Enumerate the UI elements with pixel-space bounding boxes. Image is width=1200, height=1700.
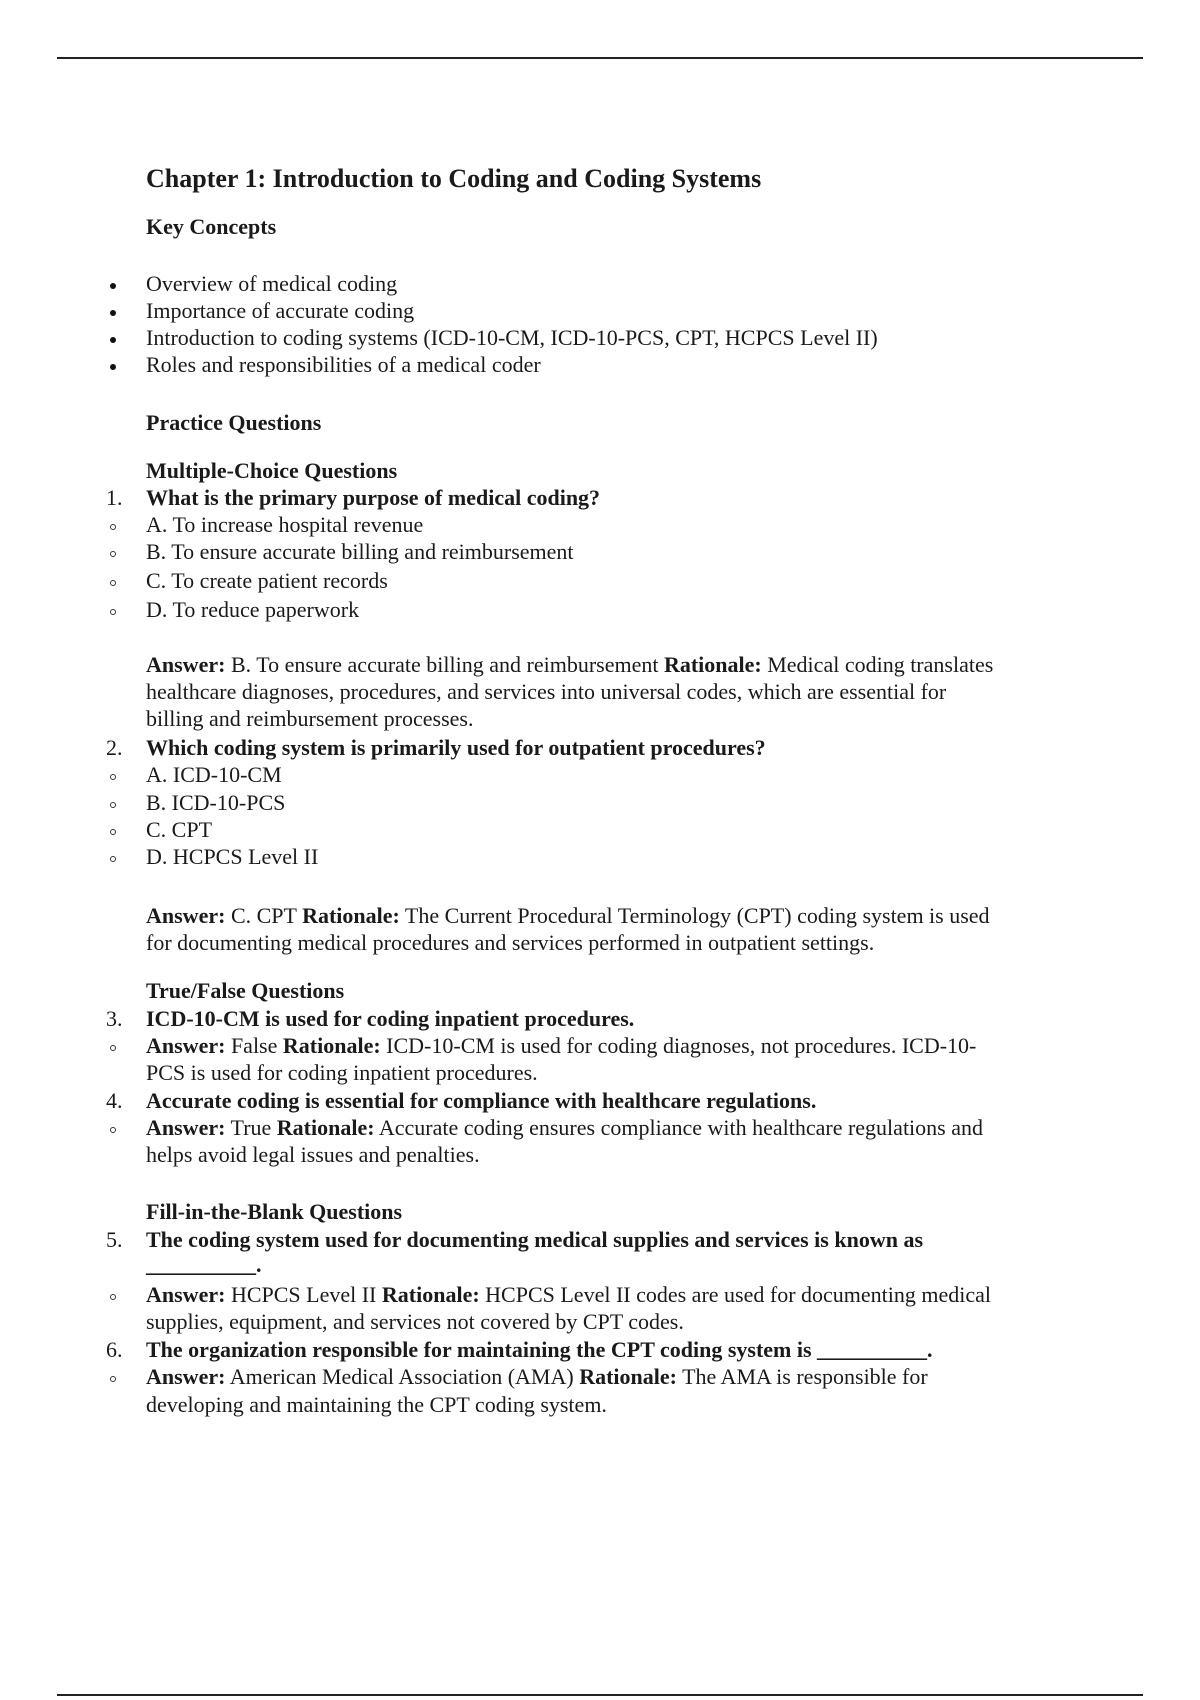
q1-rationale-line: healthcare diagnoses, procedures, and services into universal codes, which are essential for: [146, 679, 947, 704]
question-1: What is the primary purpose of medical coding?: [146, 485, 601, 510]
question-5-blank: __________.: [146, 1252, 262, 1277]
q6-answer-line: [146, 1363, 1086, 1390]
key-concept-item: Roles and responsibilities of a medical coder: [146, 352, 541, 377]
answer-label: Answer:: [146, 1282, 226, 1307]
rationale-text: ICD-10-CM is used for coding diagnoses, not procedures. ICD-10-: [380, 1033, 977, 1058]
option-circle-icon: [110, 774, 116, 780]
question-5: The coding system used for documenting medical supplies and services is known as: [146, 1227, 924, 1252]
q6-rationale-line: developing and maintaining the CPT coding system.: [146, 1392, 607, 1417]
rationale-text: HCPCS Level II codes are used for documenting medical: [479, 1282, 992, 1307]
option-circle-icon: [110, 609, 116, 615]
q2-option-c: C. CPT: [146, 817, 213, 842]
rationale-text: Accurate coding ensures compliance with healthcare regulations and: [374, 1115, 983, 1140]
question-6: The organization responsible for maintaining the CPT coding system is __________.: [146, 1337, 933, 1362]
q5-rationale-line: supplies, equipment, and services not covered by CPT codes.: [146, 1309, 684, 1334]
q4-rationale-line: helps avoid legal issues and penalties.: [146, 1142, 480, 1167]
bullet-icon: [110, 364, 116, 370]
rationale-text: The AMA is responsible for: [676, 1364, 928, 1389]
rationale-label: Rationale:: [663, 652, 762, 677]
fill-in-blank-heading: Fill-in-the-Blank Questions: [146, 1199, 403, 1224]
key-concept-item: Introduction to coding systems (ICD-10-CM, ICD-10-PCS, CPT, HCPCS Level II): [146, 325, 878, 350]
bullet-icon: [110, 337, 116, 343]
answer-text: HCPCS Level II: [225, 1282, 382, 1307]
option-circle-icon: [110, 1294, 116, 1300]
q2-option-b: B. ICD-10-PCS: [146, 790, 286, 815]
rationale-label: Rationale:: [282, 1033, 381, 1058]
mcq-heading: Multiple-Choice Questions: [146, 458, 398, 483]
bullet-icon: [110, 283, 116, 289]
question-number: 2.: [106, 735, 123, 760]
q1-answer-line: [146, 651, 1086, 678]
question-number: 3.: [106, 1006, 123, 1031]
true-false-heading: True/False Questions: [146, 978, 345, 1003]
answer-text: True: [225, 1115, 277, 1140]
answer-text: American Medical Association (AMA): [225, 1364, 580, 1389]
q2-option-a: A. ICD-10-CM: [146, 762, 282, 787]
q3-answer-line: [146, 1032, 1086, 1059]
answer-text: B. To ensure accurate billing and reimbursement: [225, 652, 664, 677]
rationale-label: Rationale:: [579, 1364, 677, 1389]
key-concept-item: Importance of accurate coding: [146, 298, 415, 323]
answer-label: Answer:: [146, 1115, 226, 1140]
bottom-rule: [57, 1694, 1143, 1696]
q1-option-d: D. To reduce paperwork: [146, 597, 360, 622]
bullet-icon: [110, 310, 116, 316]
q1-option-b: B. To ensure accurate billing and reimbursement: [146, 539, 574, 564]
question-3: ICD-10-CM is used for coding inpatient procedures.: [146, 1006, 635, 1031]
option-circle-icon: [110, 524, 116, 530]
rationale-label: Rationale:: [302, 903, 400, 928]
answer-label: Answer:: [146, 903, 226, 928]
q1-option-c: C. To create patient records: [146, 568, 388, 593]
rationale-text: The Current Procedural Terminology (CPT) coding system is used: [399, 903, 990, 928]
practice-questions-heading: Practice Questions: [146, 410, 322, 435]
q4-answer-line: [146, 1114, 1086, 1141]
q1-option-a: A. To increase hospital revenue: [146, 512, 424, 537]
option-circle-icon: [110, 1376, 116, 1382]
question-number: 4.: [106, 1088, 123, 1113]
question-number: 6.: [106, 1337, 123, 1362]
key-concepts-heading: Key Concepts: [146, 214, 277, 239]
option-circle-icon: [110, 802, 116, 808]
option-circle-icon: [110, 551, 116, 557]
q2-answer-line: [146, 902, 1086, 929]
rationale-label: Rationale:: [276, 1115, 375, 1140]
key-concept-item: Overview of medical coding: [146, 271, 398, 296]
q2-option-d: D. HCPCS Level II: [146, 844, 319, 869]
q1-rationale-line: billing and reimbursement processes.: [146, 706, 474, 731]
q3-rationale-line: PCS is used for coding inpatient procedures.: [146, 1060, 538, 1085]
option-circle-icon: [110, 856, 116, 862]
answer-label: Answer:: [146, 1033, 226, 1058]
top-rule: [57, 57, 1143, 59]
question-2: Which coding system is primarily used for outpatient procedures?: [146, 735, 766, 760]
option-circle-icon: [110, 1127, 116, 1133]
answer-text: C. CPT: [225, 903, 303, 928]
option-circle-icon: [110, 1045, 116, 1051]
q2-rationale-line: for documenting medical procedures and services performed in outpatient settings.: [146, 930, 875, 955]
rationale-label: Rationale:: [381, 1282, 480, 1307]
chapter-title: Chapter 1: Introduction to Coding and Coding Systems: [146, 164, 762, 193]
question-number: 5.: [106, 1227, 123, 1252]
option-circle-icon: [110, 580, 116, 586]
rationale-text: Medical coding translates: [761, 652, 994, 677]
option-circle-icon: [110, 829, 116, 835]
answer-label: Answer:: [146, 652, 226, 677]
q5-answer-line: [146, 1281, 1086, 1308]
question-4: Accurate coding is essential for compliance with healthcare regulations.: [146, 1088, 817, 1113]
answer-label: Answer:: [146, 1364, 226, 1389]
answer-text: False: [225, 1033, 283, 1058]
question-number: 1.: [106, 485, 123, 510]
